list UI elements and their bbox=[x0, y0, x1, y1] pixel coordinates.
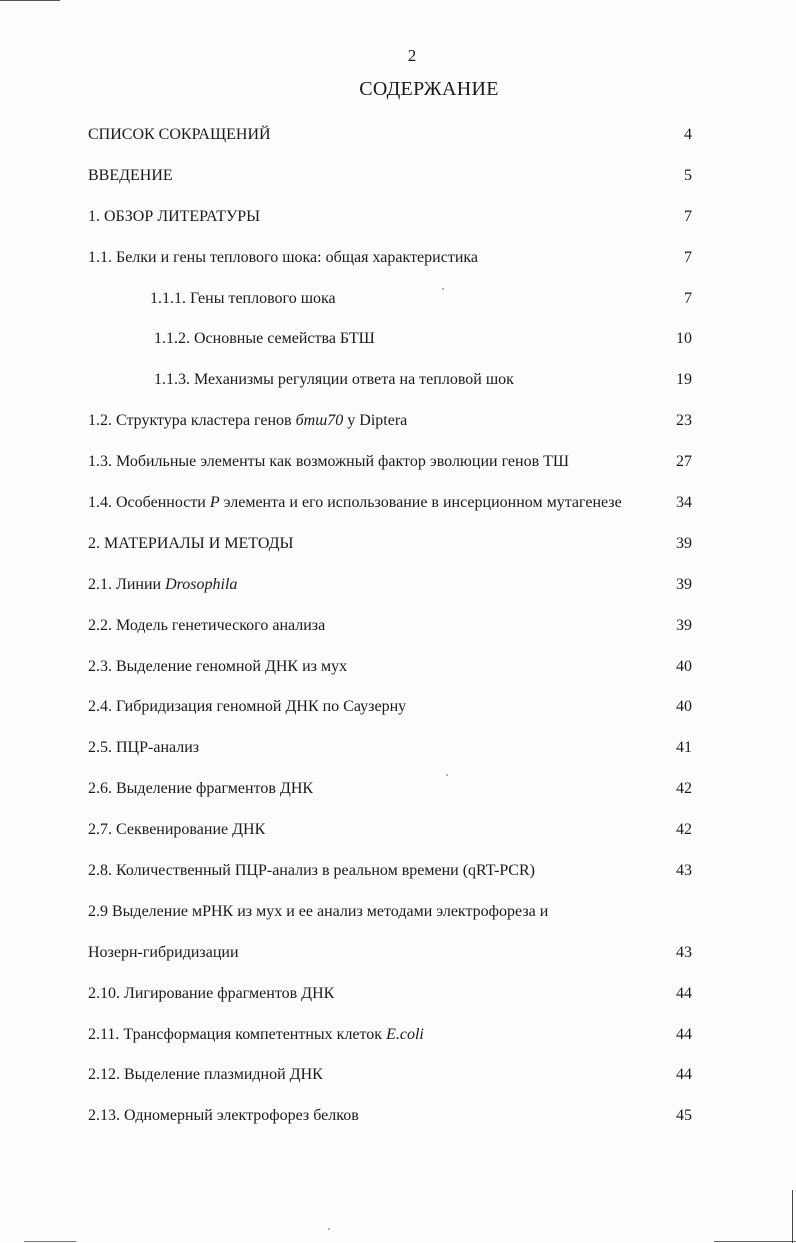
toc-entry-page: 42 bbox=[676, 780, 692, 798]
toc-entry-page: 10 bbox=[676, 330, 692, 348]
scan-artifact-bottom-line bbox=[714, 1241, 796, 1242]
toc-entry-page: 39 bbox=[676, 575, 692, 593]
toc-entry-page: 23 bbox=[676, 412, 692, 430]
toc-title: СОДЕРЖАНИЕ bbox=[359, 78, 499, 100]
table-of-contents bbox=[88, 124, 692, 1146]
toc-entry bbox=[88, 206, 692, 247]
toc-entry-page: 44 bbox=[676, 984, 692, 1002]
toc-entry-label: 1.1.2. Основные семейства БТШ bbox=[154, 330, 375, 348]
toc-entry bbox=[88, 328, 692, 369]
toc-entry bbox=[88, 492, 692, 533]
toc-entry-label: СПИСОК СОКРАЩЕНИЙ bbox=[88, 126, 271, 143]
toc-entry bbox=[88, 410, 692, 451]
toc-entry bbox=[88, 942, 692, 983]
toc-entry-page: 43 bbox=[676, 943, 692, 961]
toc-entry bbox=[88, 860, 692, 901]
toc-entry-label: 1.1.3. Механизмы регуляции ответа на тепловой шок bbox=[154, 371, 514, 389]
toc-entry bbox=[88, 288, 692, 329]
toc-entry bbox=[88, 574, 692, 615]
toc-entry-page: 40 bbox=[676, 657, 692, 675]
toc-entry-label: 1.2. Структура кластера генов бтш70 у Diptera bbox=[88, 412, 408, 430]
toc-entry-label: 2.4. Гибридизация геномной ДНК по Саузерну bbox=[88, 698, 407, 716]
toc-entry bbox=[88, 983, 692, 1024]
toc-entry-page: 7 bbox=[684, 289, 692, 307]
toc-entry-label: 2.3. Выделение геномной ДНК из мух bbox=[88, 657, 348, 675]
toc-entry-label: 2.6. Выделение фрагментов ДНК bbox=[88, 780, 314, 798]
toc-entry-page: 44 bbox=[676, 1066, 692, 1084]
toc-entry-label: 1.4. Особенности P элемента и его использование в инсерционном мутагенезе bbox=[88, 494, 622, 512]
toc-entry-page: 5 bbox=[684, 166, 692, 184]
toc-entry-label: 2. МАТЕРИАЛЫ И МЕТОДЫ bbox=[88, 534, 294, 552]
toc-entry-label: 2.7. Секвенирование ДНК bbox=[88, 821, 266, 839]
toc-entry bbox=[88, 656, 692, 697]
toc-entry bbox=[88, 1024, 692, 1065]
toc-entry-page: 43 bbox=[676, 862, 692, 880]
toc-entry-page: 44 bbox=[676, 1025, 692, 1043]
toc-entry bbox=[88, 737, 692, 778]
toc-entry-label: 1.1.1. Гены теплового шока bbox=[150, 289, 336, 307]
toc-entry bbox=[88, 778, 692, 819]
toc-entry bbox=[88, 696, 692, 737]
scan-speck bbox=[328, 1228, 330, 1230]
toc-entry bbox=[88, 165, 692, 206]
toc-entry-label: 2.12. Выделение плазмидной ДНК bbox=[88, 1066, 323, 1084]
toc-entry-page: 7 bbox=[684, 248, 692, 266]
toc-entry-page: 34 bbox=[676, 494, 692, 512]
scan-artifact-top-line bbox=[0, 0, 60, 1]
toc-entry-label: 2.2. Модель генетического анализа bbox=[88, 616, 326, 634]
toc-entry bbox=[88, 451, 692, 492]
toc-entry bbox=[88, 369, 692, 410]
page-number: 2 bbox=[407, 46, 417, 65]
toc-entry bbox=[88, 1064, 692, 1105]
toc-entry-page: 19 bbox=[676, 371, 692, 389]
scan-speck bbox=[446, 774, 448, 776]
toc-entry-label: 2.8. Количественный ПЦР-анализ в реальном времени (qRT-PCR) bbox=[88, 862, 535, 880]
toc-entry-label: 2.1. Линии Drosophila bbox=[88, 575, 238, 593]
toc-entry bbox=[88, 819, 692, 860]
scan-artifact-bottom-line bbox=[24, 1241, 76, 1242]
toc-entry bbox=[88, 901, 692, 942]
toc-entry-label: 2.5. ПЦР-анализ bbox=[88, 739, 200, 757]
toc-entry-page: 42 bbox=[676, 821, 692, 839]
toc-entry-page: 40 bbox=[676, 698, 692, 716]
toc-entry-page: 27 bbox=[676, 453, 692, 471]
toc-entry-label: 2.13. Одномерный электрофорез белков bbox=[88, 1107, 359, 1125]
toc-entry-label: ВВЕДЕНИЕ bbox=[88, 166, 173, 184]
toc-entry bbox=[88, 1105, 692, 1146]
toc-entry-page: 7 bbox=[684, 207, 692, 225]
toc-entry-label: 2.9 Выделение мРНК из мух и ее анализ методами электрофореза и bbox=[88, 902, 549, 920]
toc-entry-label: 1.1. Белки и гены теплового шока: общая характеристика bbox=[88, 248, 479, 266]
toc-entry bbox=[88, 615, 692, 656]
toc-entry-page: 39 bbox=[676, 534, 692, 552]
toc-entry-page: 45 bbox=[676, 1107, 692, 1125]
toc-entry-page: 41 bbox=[676, 739, 692, 757]
toc-entry-label: 2.11. Трансформация компетентных клеток E.coli bbox=[88, 1025, 424, 1043]
toc-entry-label: 1. ОБЗОР ЛИТЕРАТУРЫ bbox=[88, 207, 261, 225]
scan-artifact-edge bbox=[792, 1190, 793, 1243]
toc-entry bbox=[88, 247, 692, 288]
toc-entry-label: Нозерн-гибридизации bbox=[88, 943, 239, 961]
toc-entry bbox=[88, 124, 692, 165]
toc-entry-page: 39 bbox=[676, 616, 692, 634]
toc-entry-label: 2.10. Лигирование фрагментов ДНК bbox=[88, 984, 335, 1002]
toc-entry-page: 4 bbox=[684, 126, 692, 143]
toc-entry-label: 1.3. Мобильные элементы как возможный фактор эволюции генов ТШ bbox=[88, 453, 570, 471]
scan-speck bbox=[442, 288, 444, 290]
toc-entry bbox=[88, 533, 692, 574]
